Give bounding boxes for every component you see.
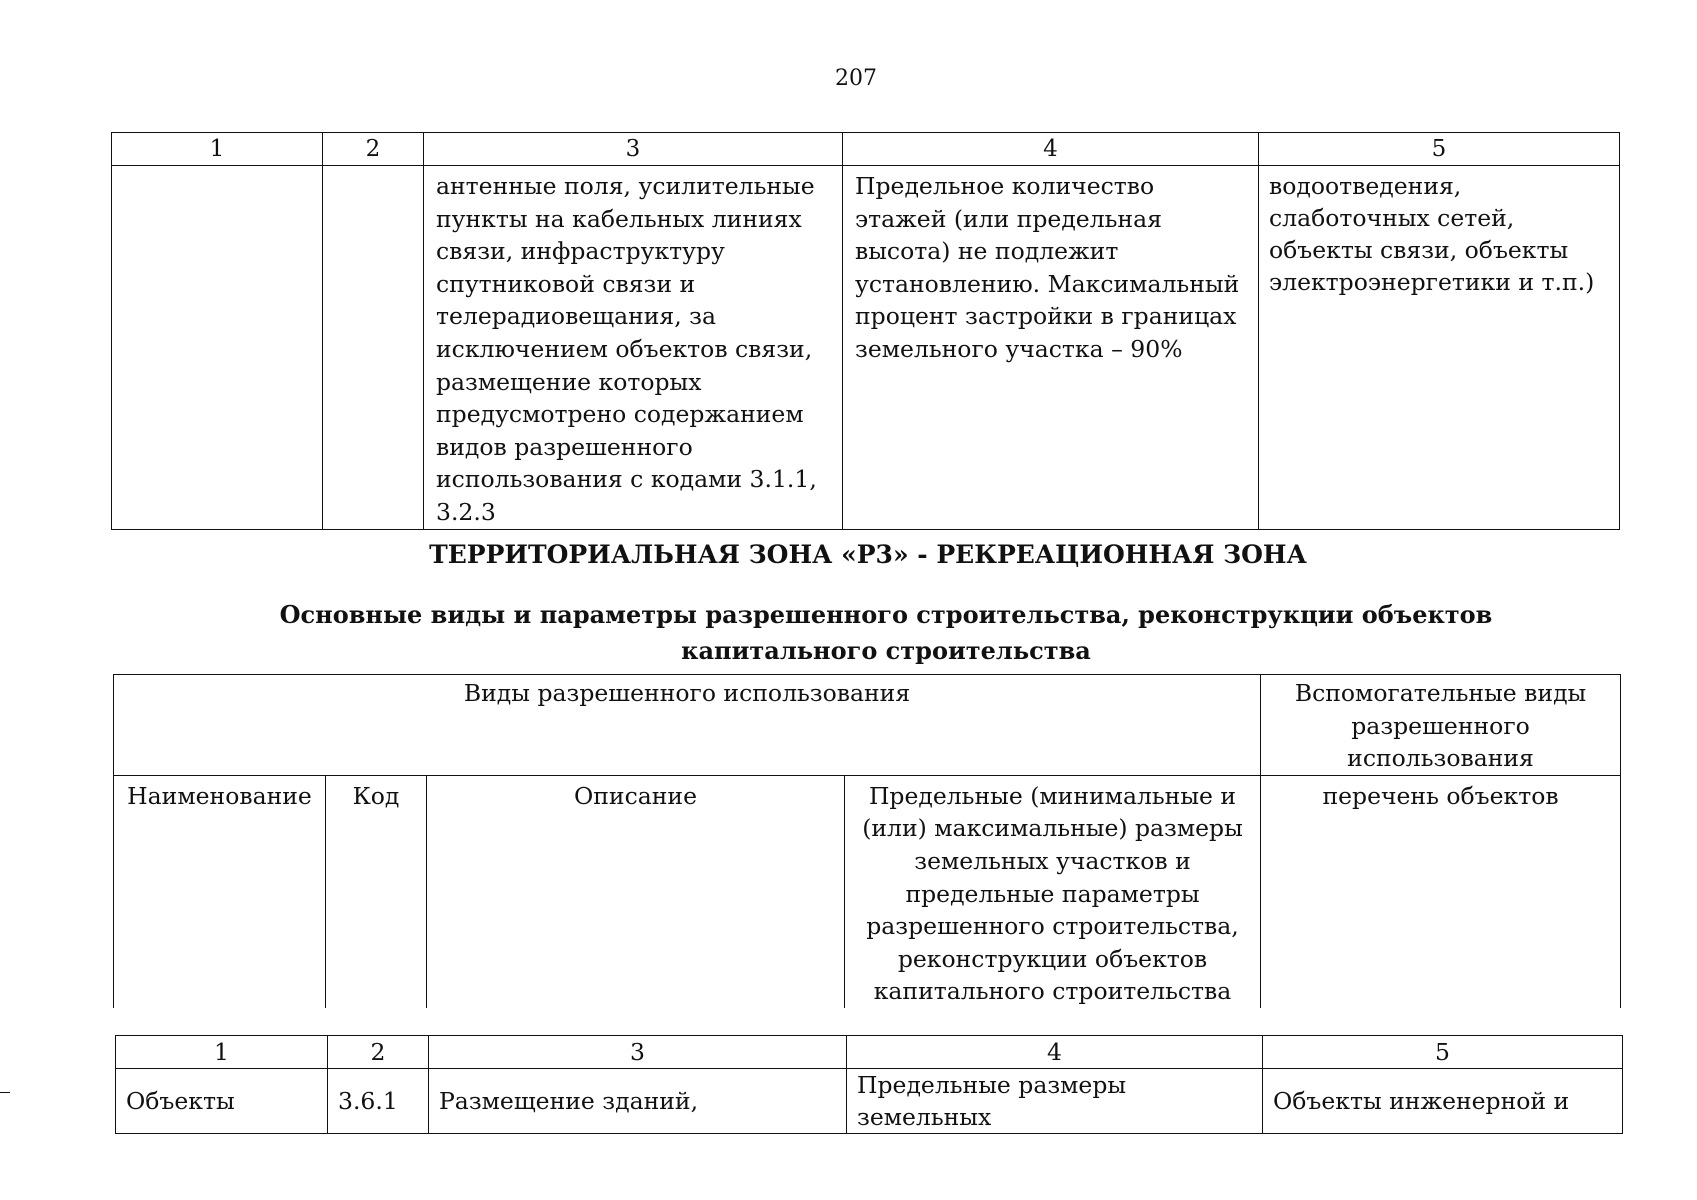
column-number: 1 bbox=[112, 133, 323, 166]
description-column-header: Описание bbox=[427, 775, 845, 1008]
code-cell: 3.6.1 bbox=[328, 1069, 429, 1134]
table-row bbox=[112, 166, 1620, 530]
permitted-use-header-table bbox=[113, 674, 1621, 1008]
description-cell: Размещение зданий, bbox=[429, 1069, 847, 1134]
name-column-header: Наименование bbox=[114, 775, 326, 1008]
objects-cell: водоотведения, слаботочных сетей, объекты связи, объекты электроэнергетики и т.п.) bbox=[1259, 166, 1620, 530]
column-number: 2 bbox=[328, 1036, 429, 1069]
column-number-row bbox=[112, 133, 1620, 166]
description-cell: антенные поля, усилительные пункты на кабельных линиях связи, инфраструктуру спутниковой связи и телерадиовещания, за исключением объектов связи, размещение которых предусмотрено содержанием видов разрешенного использования с кодами 3.1.1, 3.2.3 bbox=[424, 166, 843, 530]
column-number: 2 bbox=[323, 133, 424, 166]
objects-cell: Объекты инженерной и bbox=[1263, 1069, 1623, 1134]
column-number: 5 bbox=[1259, 133, 1620, 166]
column-number: 4 bbox=[847, 1036, 1263, 1069]
code-cell bbox=[323, 166, 424, 530]
objects-column-header: перечень объектов bbox=[1261, 775, 1621, 1008]
auxiliary-use-header: Вспомогательные виды разрешенного использования bbox=[1261, 675, 1621, 776]
zone-title: ТЕРРИТОРИАЛЬНАЯ ЗОНА «Р3» - РЕКРЕАЦИОННАЯ ЗОНА bbox=[429, 540, 1307, 569]
limits-cell: Предельные размеры земельных bbox=[847, 1069, 1263, 1134]
column-number-row bbox=[116, 1036, 1623, 1069]
page-number: 207 bbox=[835, 66, 877, 91]
column-number: 5 bbox=[1263, 1036, 1623, 1069]
limits-column-header: Предельные (минимальные и (или) максимальные) размеры земельных участков и предельные параметры разрешенного строительства, реконструкции объектов капитального строительства bbox=[845, 775, 1261, 1008]
column-number: 3 bbox=[429, 1036, 847, 1069]
continuation-table bbox=[111, 132, 1620, 530]
section-title: Основные виды и параметры разрешенного строительства, реконструкции объектов капитального строительства bbox=[279, 600, 1493, 665]
column-number: 4 bbox=[843, 133, 1259, 166]
permitted-use-table bbox=[115, 1035, 1623, 1134]
column-number: 3 bbox=[424, 133, 843, 166]
name-cell: Объекты bbox=[116, 1069, 328, 1134]
code-column-header: Код bbox=[326, 775, 427, 1008]
table-row bbox=[116, 1069, 1623, 1134]
permitted-use-group-header: Виды разрешенного использования bbox=[114, 675, 1261, 776]
limits-cell: Предельное количество этажей (или предельная высота) не подлежит установлению. Максимальный процент застройки в границах земельного участка – 90% bbox=[843, 166, 1259, 530]
name-cell bbox=[112, 166, 323, 530]
column-number: 1 bbox=[116, 1036, 328, 1069]
margin-mark bbox=[0, 1092, 10, 1093]
